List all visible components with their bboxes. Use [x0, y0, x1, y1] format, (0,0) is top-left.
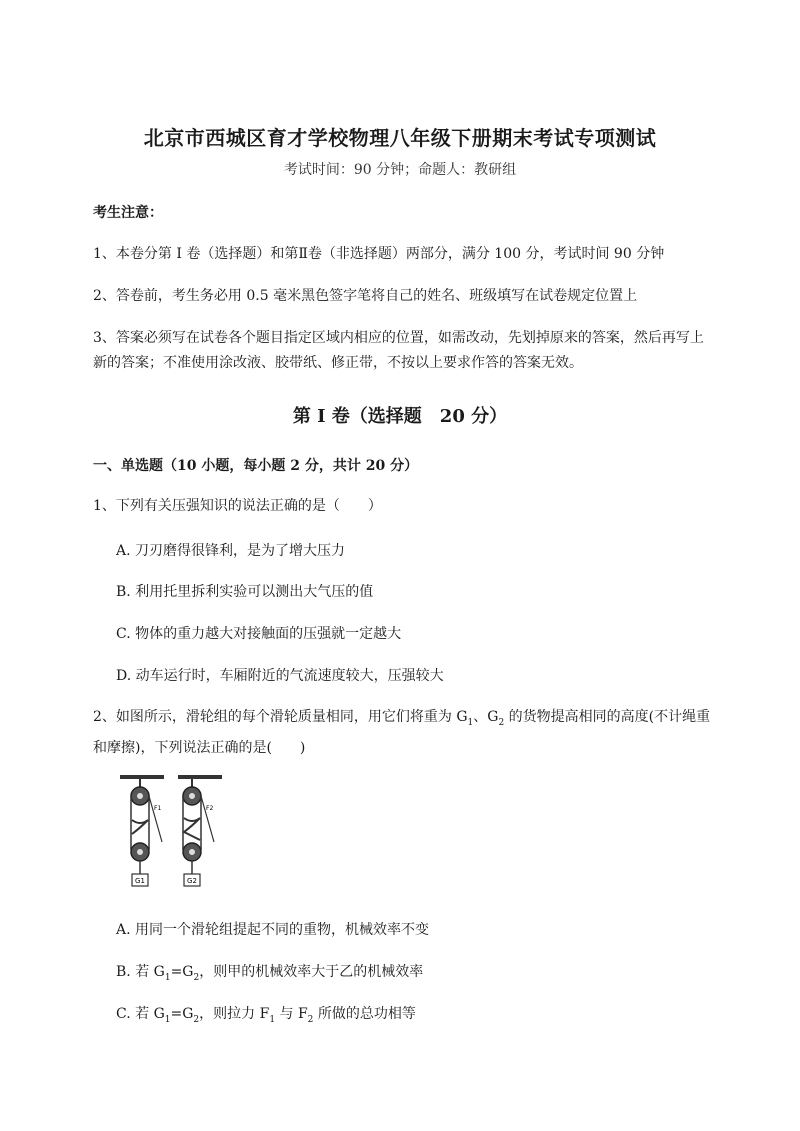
- section-title: 第 I 卷（选择题 20 分）: [292, 406, 508, 427]
- q2c-sub-1: 1: [164, 1014, 171, 1025]
- q2-sub-1: 1: [467, 717, 474, 728]
- q2c-part-3: ，则拉力 F: [199, 1006, 270, 1022]
- question-2-option-c: [116, 1003, 416, 1025]
- notice-item-3: 3、答案必须写在试卷各个题目指定区域内相应的位置，如需改动，先划掉原来的答案，然后再写上新的答案；不准使用涂改液、胶带纸、修正带，不按以上要求作答的答案无效。: [93, 330, 704, 371]
- q2c-part-1: C. 若 G: [116, 1006, 165, 1022]
- subsection-heading: 一、单选题（10 小题，每小题 2 分，共计 20 分）: [93, 458, 419, 474]
- q2b-part-2: =G: [170, 964, 194, 980]
- q2-stem-part-c: 的货物提高相同的高度(不计绳重和摩擦)，下列说法正确的是( ): [93, 709, 711, 756]
- q2c-sub-4: 2: [307, 1014, 314, 1025]
- question-2-option-a: A. 用同一个滑轮组提起不同的重物，机械效率不变: [116, 922, 430, 938]
- question-2-option-b: [116, 961, 423, 983]
- notice-label: 考生注意：: [93, 205, 163, 221]
- q2-sub-2: 2: [498, 717, 505, 728]
- q2c-part-2: =G: [170, 1006, 194, 1022]
- label-f2: F2: [206, 805, 214, 812]
- pulley-diagram: [118, 772, 236, 896]
- exam-info: 考试时间：90 分钟；命题人：教研组: [283, 162, 517, 178]
- q2b-part-1: B. 若 G: [116, 964, 165, 980]
- question-1-option-a: A. 刀刃磨得很锋利，是为了增大压力: [116, 543, 346, 559]
- notice-item-2: 2、答卷前，考生务必用 0.5 毫米黑色签字笔将自己的姓名、班级填写在试卷规定位置上: [93, 288, 638, 304]
- notice-item-1: 1、本卷分第 I 卷（选择题）和第Ⅱ卷（非选择题）两部分，满分 100 分，考试时间 90 分钟: [93, 246, 665, 262]
- label-g2: G2: [187, 877, 197, 885]
- q2b-part-3: ，则甲的机械效率大于乙的机械效率: [199, 964, 424, 980]
- question-1-option-c: C. 物体的重力越大对接触面的压强就一定越大: [116, 626, 402, 642]
- question-1-stem: 1、下列有关压强知识的说法正确的是（ ）: [93, 498, 382, 514]
- q2c-part-4: 与 F: [275, 1006, 308, 1022]
- label-f1: F1: [154, 805, 162, 812]
- label-g1: G1: [135, 877, 145, 885]
- q2c-sub-3: 1: [269, 1014, 276, 1025]
- q2b-sub-2: 2: [193, 972, 200, 983]
- question-2-stem: [93, 705, 715, 761]
- q2-stem-part-b: 、G: [473, 709, 499, 725]
- q2-stem-part-a: 2、如图所示，滑轮组的每个滑轮质量相同，用它们将重为 G: [93, 709, 468, 725]
- question-1-option-d: D. 动车运行时，车厢附近的气流速度较大，压强较大: [116, 668, 444, 684]
- q2c-sub-2: 2: [193, 1014, 200, 1025]
- q2b-sub-1: 1: [164, 972, 171, 983]
- question-1-option-b: B. 利用托里拆利实验可以测出大气压的值: [116, 584, 374, 600]
- page-title: 北京市西城区育才学校物理八年级下册期末考试专项测试: [143, 126, 657, 150]
- q2c-part-5: 所做的总功相等: [313, 1006, 416, 1022]
